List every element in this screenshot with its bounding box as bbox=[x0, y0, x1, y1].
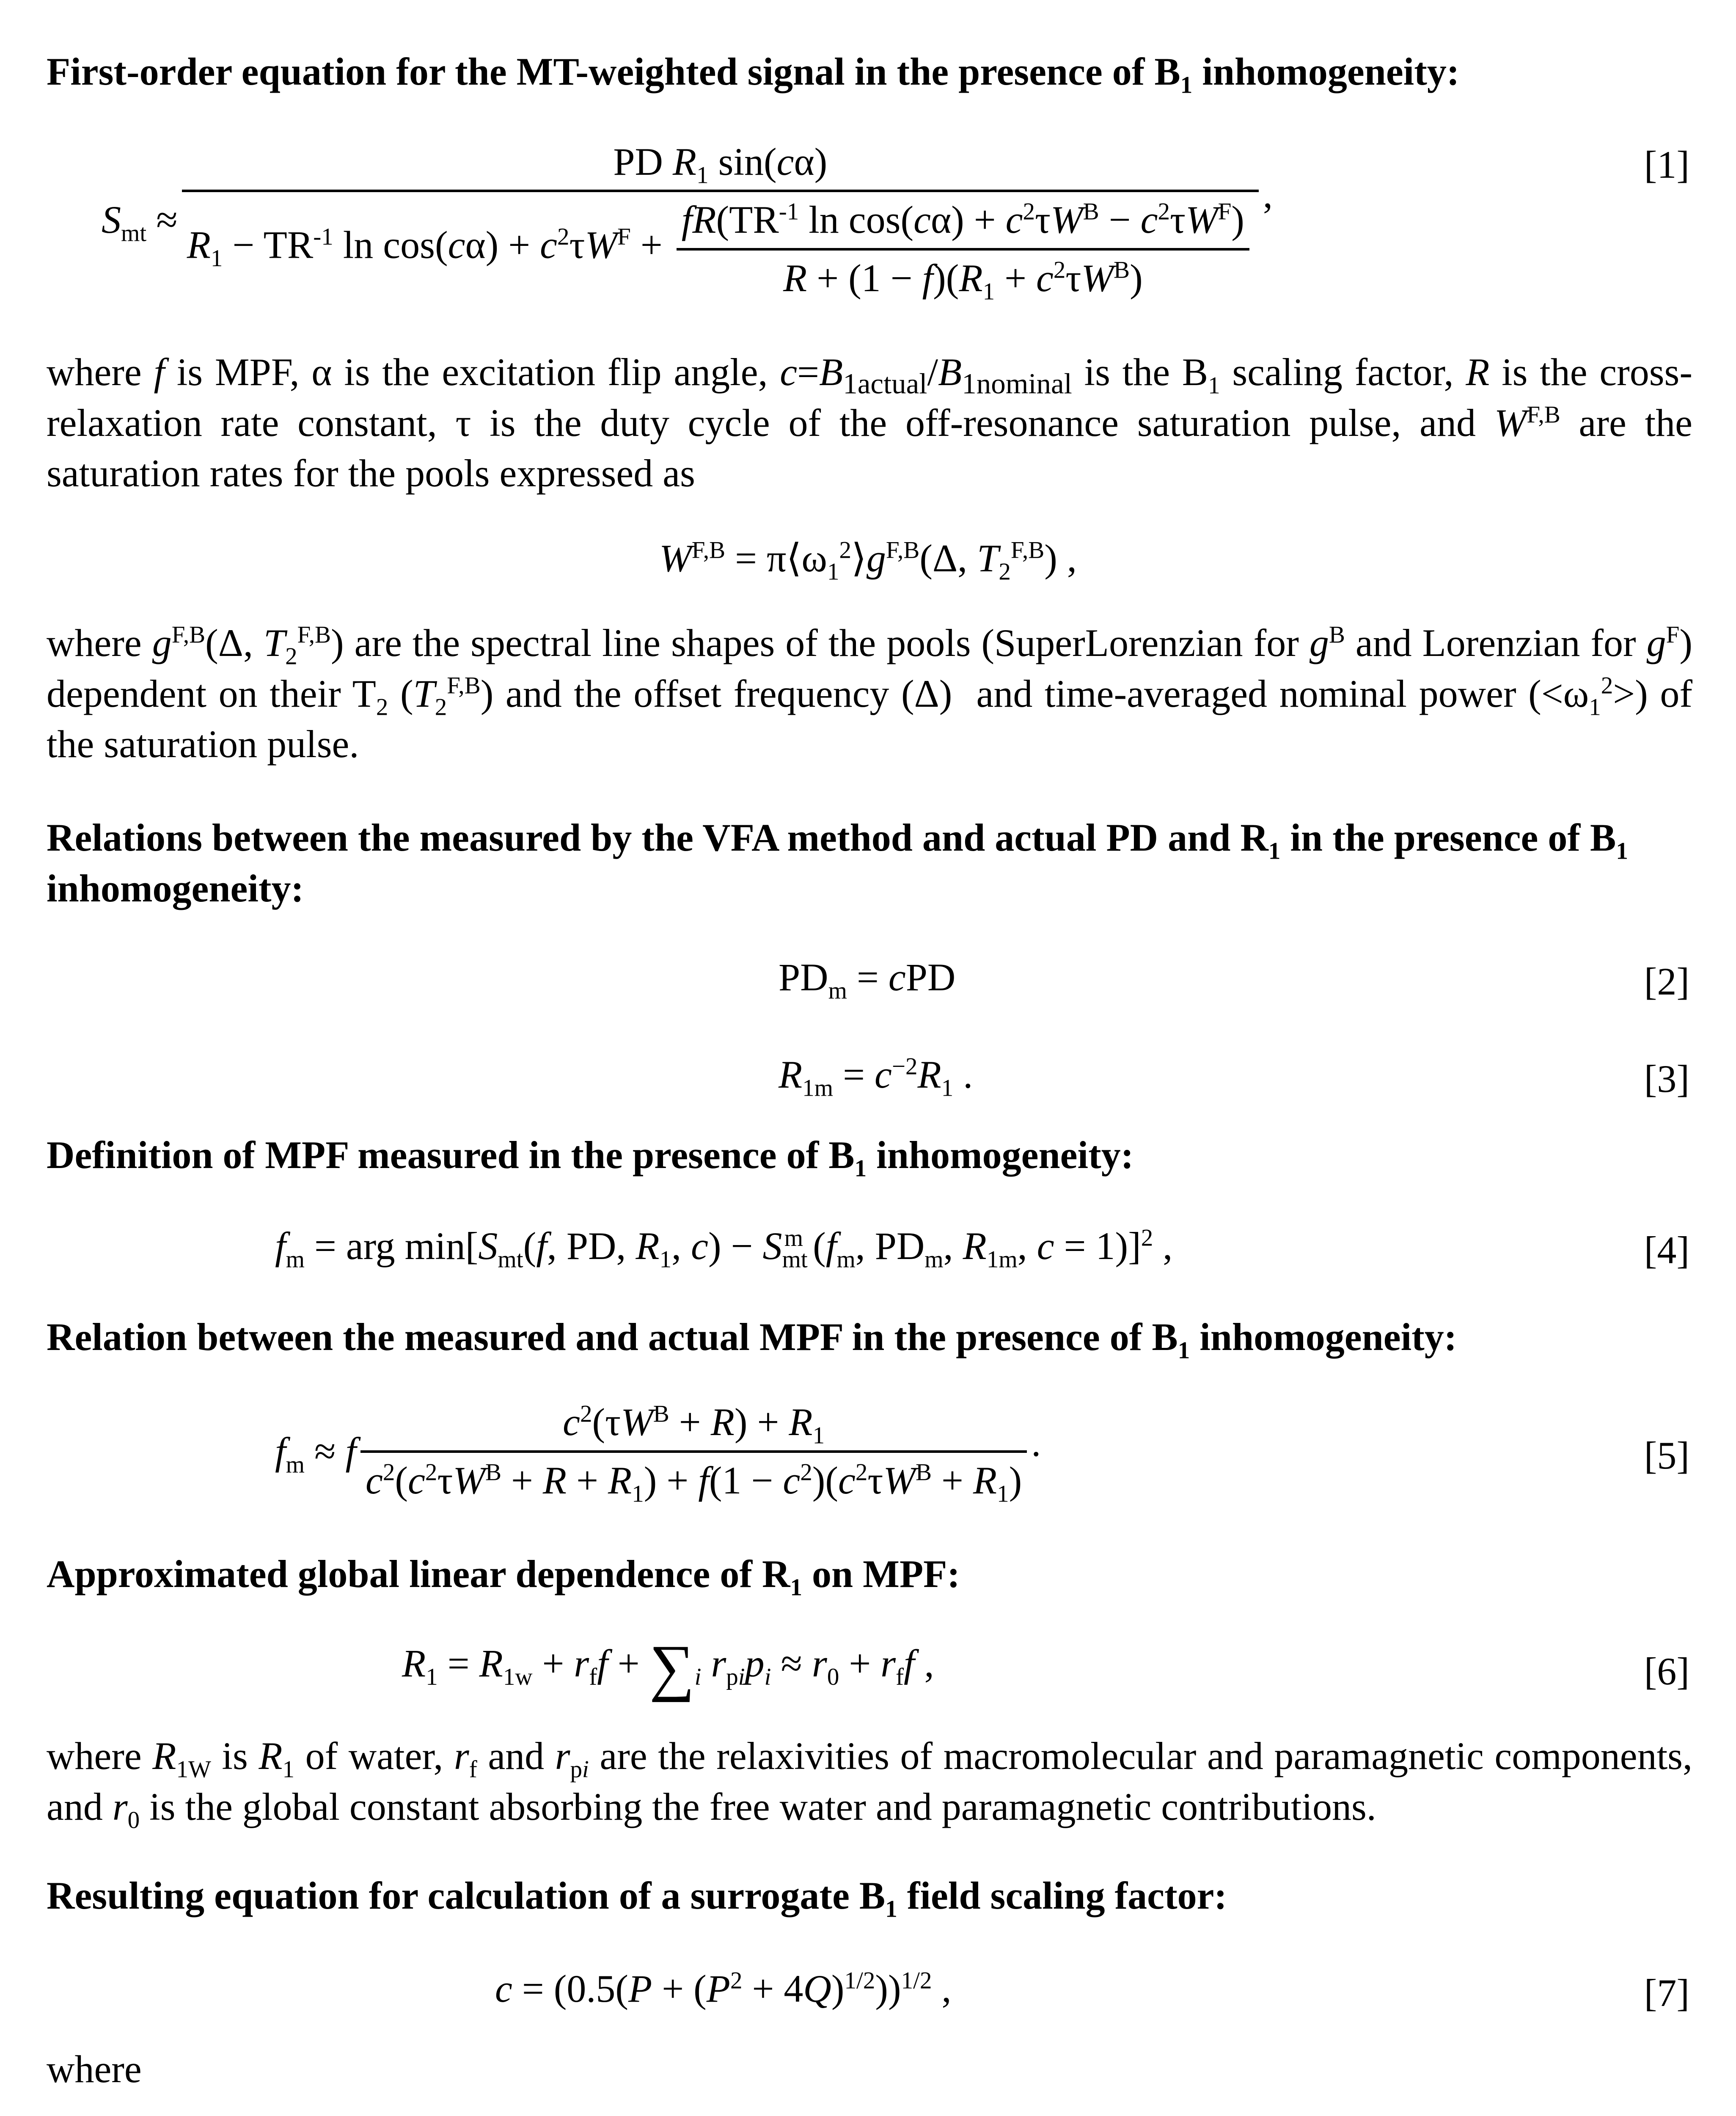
sum-symbol: ∑ bbox=[649, 1632, 695, 1703]
equation-1: $S_{mt}$ ≈ PD $R_1$ sin(cα) $R_1 - TR^{-1}$ $\ln \cos(c\alpha) + c^2\tau W^F$ + $fR(TR^{-1}$ $\ln \cos(c\alpha) + c^2\tau W^B - c^2\tau W^F$) $R + (1 - f)(R_1 + c^2\tau W^B)$ , [1] bbox=[0, 123, 1736, 317]
eq4-body: $f_m$ = arg $\min[S_{mt}(f$, PD, $R_1$, $c) - S_{mt}^m$ ($f_m$, $PD_m$, $R_{1m}$, c = 1)]$^2$ , bbox=[275, 1224, 1173, 1273]
equation-number-3: [3] bbox=[1644, 1057, 1689, 1100]
eq1-denominator: $R_1 - TR^{-1}$ $\ln \cos(c\alpha) + c^2\tau W^F$ + $fR(TR^{-1}$ $\ln \cos(c\alpha) + c^2\tau W^B - c^2\tau W^F$) $R + (1 - f)(R_1 + c^2\tau W^B)$ bbox=[182, 195, 1259, 303]
heading-sub: 1 bbox=[1180, 72, 1193, 99]
equation-2 bbox=[0, 948, 1736, 1007]
eq1-inner-fraction: $fR(TR^{-1}$ $\ln \cos(c\alpha) + c^2\tau W^B - c^2\tau W^F$) $R + (1 - f)(R_1 + c^2\tau W^B)$ bbox=[677, 195, 1249, 303]
equation-saturation-rate bbox=[0, 525, 1736, 592]
heading-sub2: 1 bbox=[1616, 838, 1628, 865]
heading-text-end: inhomogeneity: bbox=[1192, 50, 1460, 93]
where-label: where bbox=[47, 2047, 142, 2091]
heading-r1-dependence bbox=[47, 1549, 1692, 1600]
eq3-body: $R_{1m} = c^{-2}R_1$ . bbox=[779, 1053, 973, 1102]
heading-measured-vs-actual-mpf bbox=[47, 1312, 1692, 1363]
equation-7 bbox=[0, 1955, 1736, 2023]
eq6-body: $R_1 = R_{1w} + r_ff + \sum_i$ $r_{pi}p_i \approx r_0 + r_ff$ , bbox=[402, 1632, 934, 1703]
paragraph-text: where $R_{1W}$ is $R_1$ of water, $r_f$ and $r_{pi}$ are the relaxivities of macromolecular and paramagnetic components, and $r_0$ is the global constant absorbing the free water and paramagnetic contributions. bbox=[47, 1734, 1692, 1833]
heading-mpf-definition bbox=[47, 1130, 1692, 1181]
paragraph-variables bbox=[47, 347, 1692, 499]
heading-sub: 1 bbox=[854, 1155, 867, 1182]
equation-number-2: [2] bbox=[1644, 960, 1689, 1003]
equation-4 bbox=[0, 1215, 1736, 1278]
equation-number-4: [4] bbox=[1644, 1229, 1689, 1272]
heading-sub: 1 bbox=[790, 1574, 802, 1601]
eq7-body: $c = (0.5(P + (P^2 + 4Q)^{1/2}))^{1/2}$ , bbox=[495, 1967, 952, 2011]
heading-vfa-relations bbox=[47, 813, 1692, 914]
eq1-lhs: $S_{mt}$ ≈ bbox=[102, 198, 178, 247]
heading-text: Approximated global linear dependence of R bbox=[47, 1552, 790, 1595]
heading-mt-signal bbox=[47, 47, 1692, 97]
eq2-body: $PD_m$ = cPD bbox=[779, 956, 956, 1004]
eq1-fraction bbox=[182, 137, 1259, 304]
heading-text-end: inhomogeneity: bbox=[47, 866, 304, 910]
equation-number-1: [1] bbox=[1644, 143, 1689, 186]
eq5-fraction bbox=[360, 1397, 1027, 1506]
heading-text: First-order equation for the MT-weighted signal in the presence of B bbox=[47, 50, 1180, 93]
heading-text: Definition of MPF measured in the presence of B bbox=[47, 1133, 855, 1176]
paragraph-text: where f is MPF, α is the excitation flip angle, $c=B_{1actual}/B_{1nominal}$ is the $B_1$ scaling factor, R is the cross-relaxation rate constant, τ is the duty cycle of the off-resonance saturation pulse, and $W^{F,B}$ are the saturation rates for the pools expressed as bbox=[47, 350, 1693, 495]
heading-text-end: inhomogeneity: bbox=[867, 1133, 1134, 1176]
paragraph-line-shapes bbox=[47, 618, 1692, 770]
heading-text: Relation between the measured and actual MPF in the presence of B bbox=[47, 1315, 1178, 1358]
heading-text: Relations between the measured by the VFA method and actual PD and R bbox=[47, 816, 1268, 859]
paragraph-relaxivities bbox=[47, 1731, 1692, 1832]
heading-sub: 1 bbox=[1178, 1337, 1190, 1364]
heading-text: Resulting equation for calculation of a surrogate B bbox=[47, 1874, 886, 1917]
equation-3 bbox=[0, 1045, 1736, 1105]
equation-number-6: [6] bbox=[1644, 1650, 1689, 1693]
eq5-numerator: $c^2(\tau W^B + R) + R_1$ bbox=[563, 1400, 825, 1449]
heading-text-end: on MPF: bbox=[802, 1552, 960, 1595]
paragraph-text: where $g^{F,B}(\Delta$, $T_2^{F,B}$) are the spectral line shapes of the pools (SuperLorenzian for $g^B$ and Lorenzian for $g^F$) dependent on their $T_2$ $(T_2^{F,B})$ and the offset frequency (Δ) and time-averaged nominal power $(<\omega_1^2>)$ of the saturation pulse. bbox=[47, 621, 1692, 766]
heading-scaling-factor bbox=[47, 1871, 1692, 1921]
heading-text-end: field scaling factor: bbox=[897, 1874, 1227, 1917]
equation-5: $f_m \approx f$ $c^2(\tau W^B + R) + R_1$ $c^2(c^2\tau W^B + R + R_1) + f(1 - c^2)(c^2\tau W^B + R_1)$ . [5] bbox=[0, 1384, 1736, 1519]
equation-number-5: [5] bbox=[1644, 1434, 1689, 1477]
heading-text-mid: in the presence of B bbox=[1280, 816, 1616, 859]
heading-text-end: inhomogeneity: bbox=[1190, 1315, 1457, 1358]
eq5-lhs: $f_m \approx f$ bbox=[275, 1430, 356, 1478]
equation-6 bbox=[0, 1629, 1736, 1705]
equation-number-7: [7] bbox=[1644, 1971, 1689, 2014]
eq5-denominator: $c^2(c^2\tau W^B + R + R_1) + f(1 - c^2)(c^2\tau W^B + R_1)$ bbox=[366, 1459, 1022, 1507]
eq1-numerator: PD $R_1$ sin(cα) bbox=[613, 140, 828, 188]
eq-w: $W^{F,B}$ = $\pi⟨\omega_1^2⟩g^{F,B}(\Delta$, $T_2^{F,B}$) , bbox=[659, 537, 1077, 585]
heading-sub: 1 bbox=[1268, 838, 1281, 865]
heading-sub: 1 bbox=[885, 1896, 897, 1923]
